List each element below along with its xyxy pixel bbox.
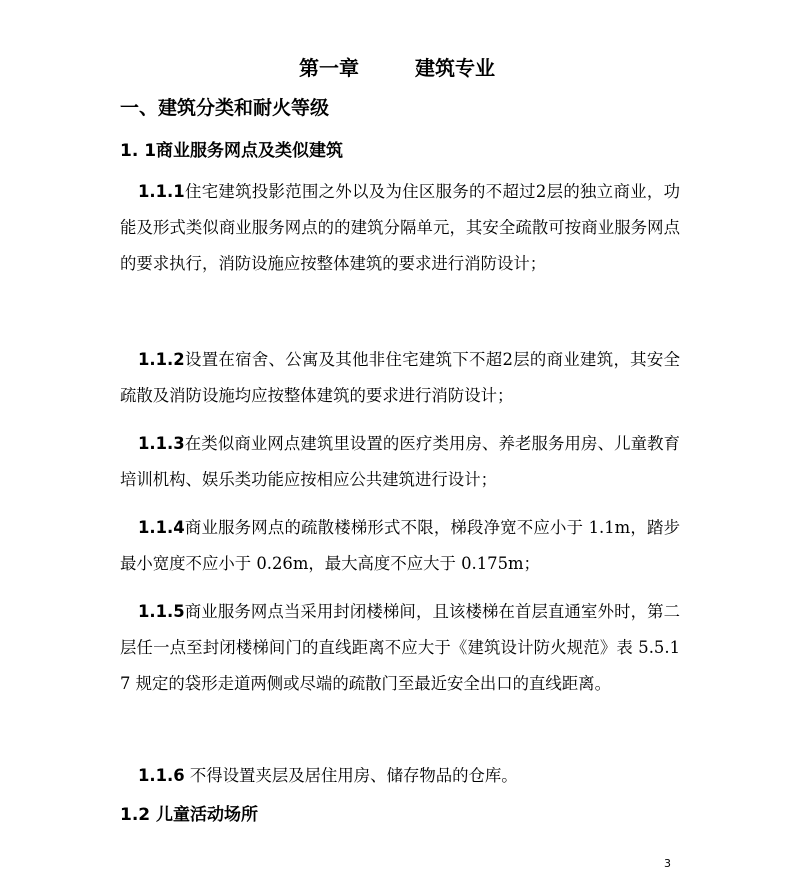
- chapter-title: [0, 55, 794, 81]
- clause-text: 住宅建筑投影范围之外以及为住区服务的不超过2层的独立商业，功能及形式类似商业服务网点的的建筑分隔单元，其安全疏散可按商业服务网点的要求执行，消防设施应按整体建筑的要求进行消防设计；: [120, 182, 680, 273]
- clause-1-1-4: [120, 510, 680, 582]
- clause-number: 1.1.6: [138, 766, 185, 785]
- clause-text: 商业服务网点的疏散楼梯形式不限，梯段净宽不应小于 1.1m，踏步最小宽度不应小于 0.26m，最大高度不应大于 0.175m；: [120, 518, 680, 573]
- clause-number: 1.1.2: [138, 350, 185, 369]
- clause-number: 1.1.4: [138, 518, 185, 537]
- clause-number: 1.1.3: [138, 434, 185, 453]
- clause-text: 在类似商业网点建筑里设置的医疗类用房、养老服务用房、儿童教育培训机构、娱乐类功能应按相应公共建筑进行设计；: [120, 434, 680, 489]
- clause-number: 1.1.5: [138, 602, 185, 621]
- clause-text: 不得设置夹层及居住用房、储存物品的仓库。: [184, 766, 518, 785]
- clause-1-1-2: [120, 342, 680, 414]
- subsection-heading-1-1: 1. 1商业服务网点及类似建筑: [120, 141, 344, 161]
- clause-text: 设置在宿舍、公寓及其他非住宅建筑下不超2层的商业建筑，其安全疏散及消防设施均应按整体建筑的要求进行消防设计；: [120, 350, 680, 405]
- chapter-name: 建筑专业: [415, 56, 495, 80]
- clause-text: 商业服务网点当采用封闭楼梯间，且该楼梯在首层直通室外时，第二层任一点至封闭楼梯间门的直线距离不应大于《建筑设计防火规范》表 5.5.17 规定的袋形走道两侧或尽端的疏散门至最近安全出口的直线距离。: [120, 602, 680, 693]
- clause-1-1-3: [120, 426, 680, 498]
- clause-1-1-1: [120, 174, 680, 282]
- clause-1-1-6: [120, 758, 680, 794]
- section-heading: 一、建筑分类和耐火等级: [120, 97, 330, 119]
- clause-1-1-5: [120, 594, 680, 702]
- subsection-heading-1-2: 1.2 儿童活动场所: [120, 805, 259, 825]
- page-number: 3: [664, 857, 671, 870]
- chapter-number: 第一章: [299, 56, 359, 80]
- clause-number: 1.1.1: [138, 182, 185, 201]
